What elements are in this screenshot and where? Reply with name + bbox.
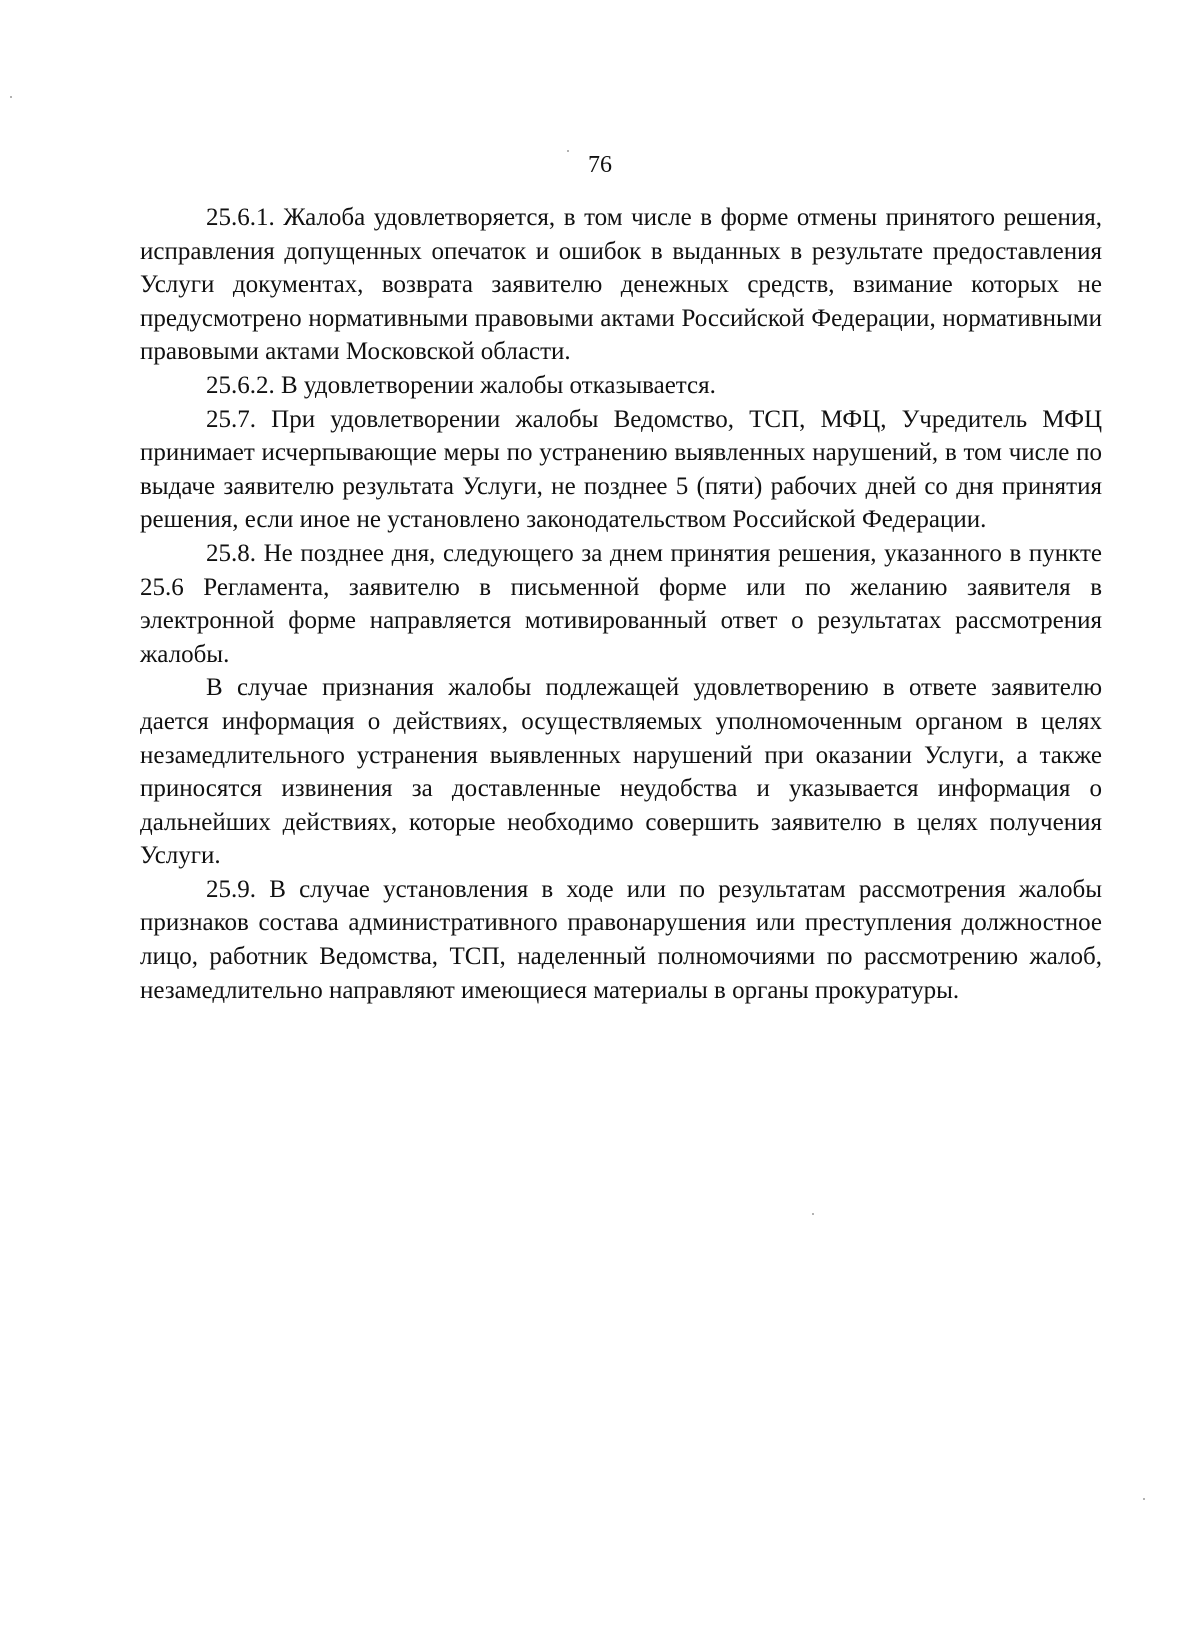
paragraph-25-6-1: 25.6.1. Жалоба удовлетворяется, в том числе в форме отмены принятого решения, исправления допущенных опечаток и ошибок в выданных в результате предоставления Услуги документах, возврата заявителю денежных средств, взимание которых не предусмотрено нормативными правовыми актами Российской Федерации, нормативными правовыми актами Московской области. bbox=[140, 204, 1102, 366]
page-number: 76 bbox=[588, 152, 612, 178]
paragraph-25-8-continued: В случае признания жалобы подлежащей удовлетворению в ответе заявителю дается информация о действиях, осуществляемых уполномоченным органом в целях незамедлительного устранения выявленных нарушений при оказании Услуги, а также приносятся извинения за доставленные неудобства и указывается информация о дальнейших действиях, которые необходимо совершить заявителю в целях получения Услуги. bbox=[140, 674, 1102, 870]
scan-speck bbox=[1143, 1498, 1145, 1500]
paragraph-25-6-2: 25.6.2. В удовлетворении жалобы отказывается. bbox=[206, 371, 716, 399]
paragraph-25-9: 25.9. В случае установления в ходе или по результатам рассмотрения жалобы признаков состава административного правонарушения или преступления должностное лицо, работник Ведомства, ТСП, наделенный полномочиями по рассмотрению жалоб, незамедлительно направляют имеющиеся материалы в органы прокуратуры. bbox=[140, 875, 1102, 1004]
paragraph-25-7: 25.7. При удовлетворении жалобы Ведомство, ТСП, МФЦ, Учредитель МФЦ принимает исчерпывающие меры по устранению выявленных нарушений, в том числе по выдаче заявителю результата Услуги, не позднее 5 (пяти) рабочих дней со дня принятия решения, если иное не установлено законодательством Российской Федерации. bbox=[140, 405, 1102, 534]
paragraph-25-8: 25.8. Не позднее дня, следующего за днем принятия решения, указанного в пункте 25.6 Регламента, заявителю в письменной форме или по желанию заявителя в электронной форме направляется мотивированный ответ о результатах рассмотрения жалобы. bbox=[140, 539, 1102, 668]
scan-speck bbox=[10, 96, 12, 98]
document-body bbox=[140, 201, 1102, 1007]
scan-speck bbox=[812, 1213, 814, 1215]
scan-speck bbox=[567, 150, 569, 152]
